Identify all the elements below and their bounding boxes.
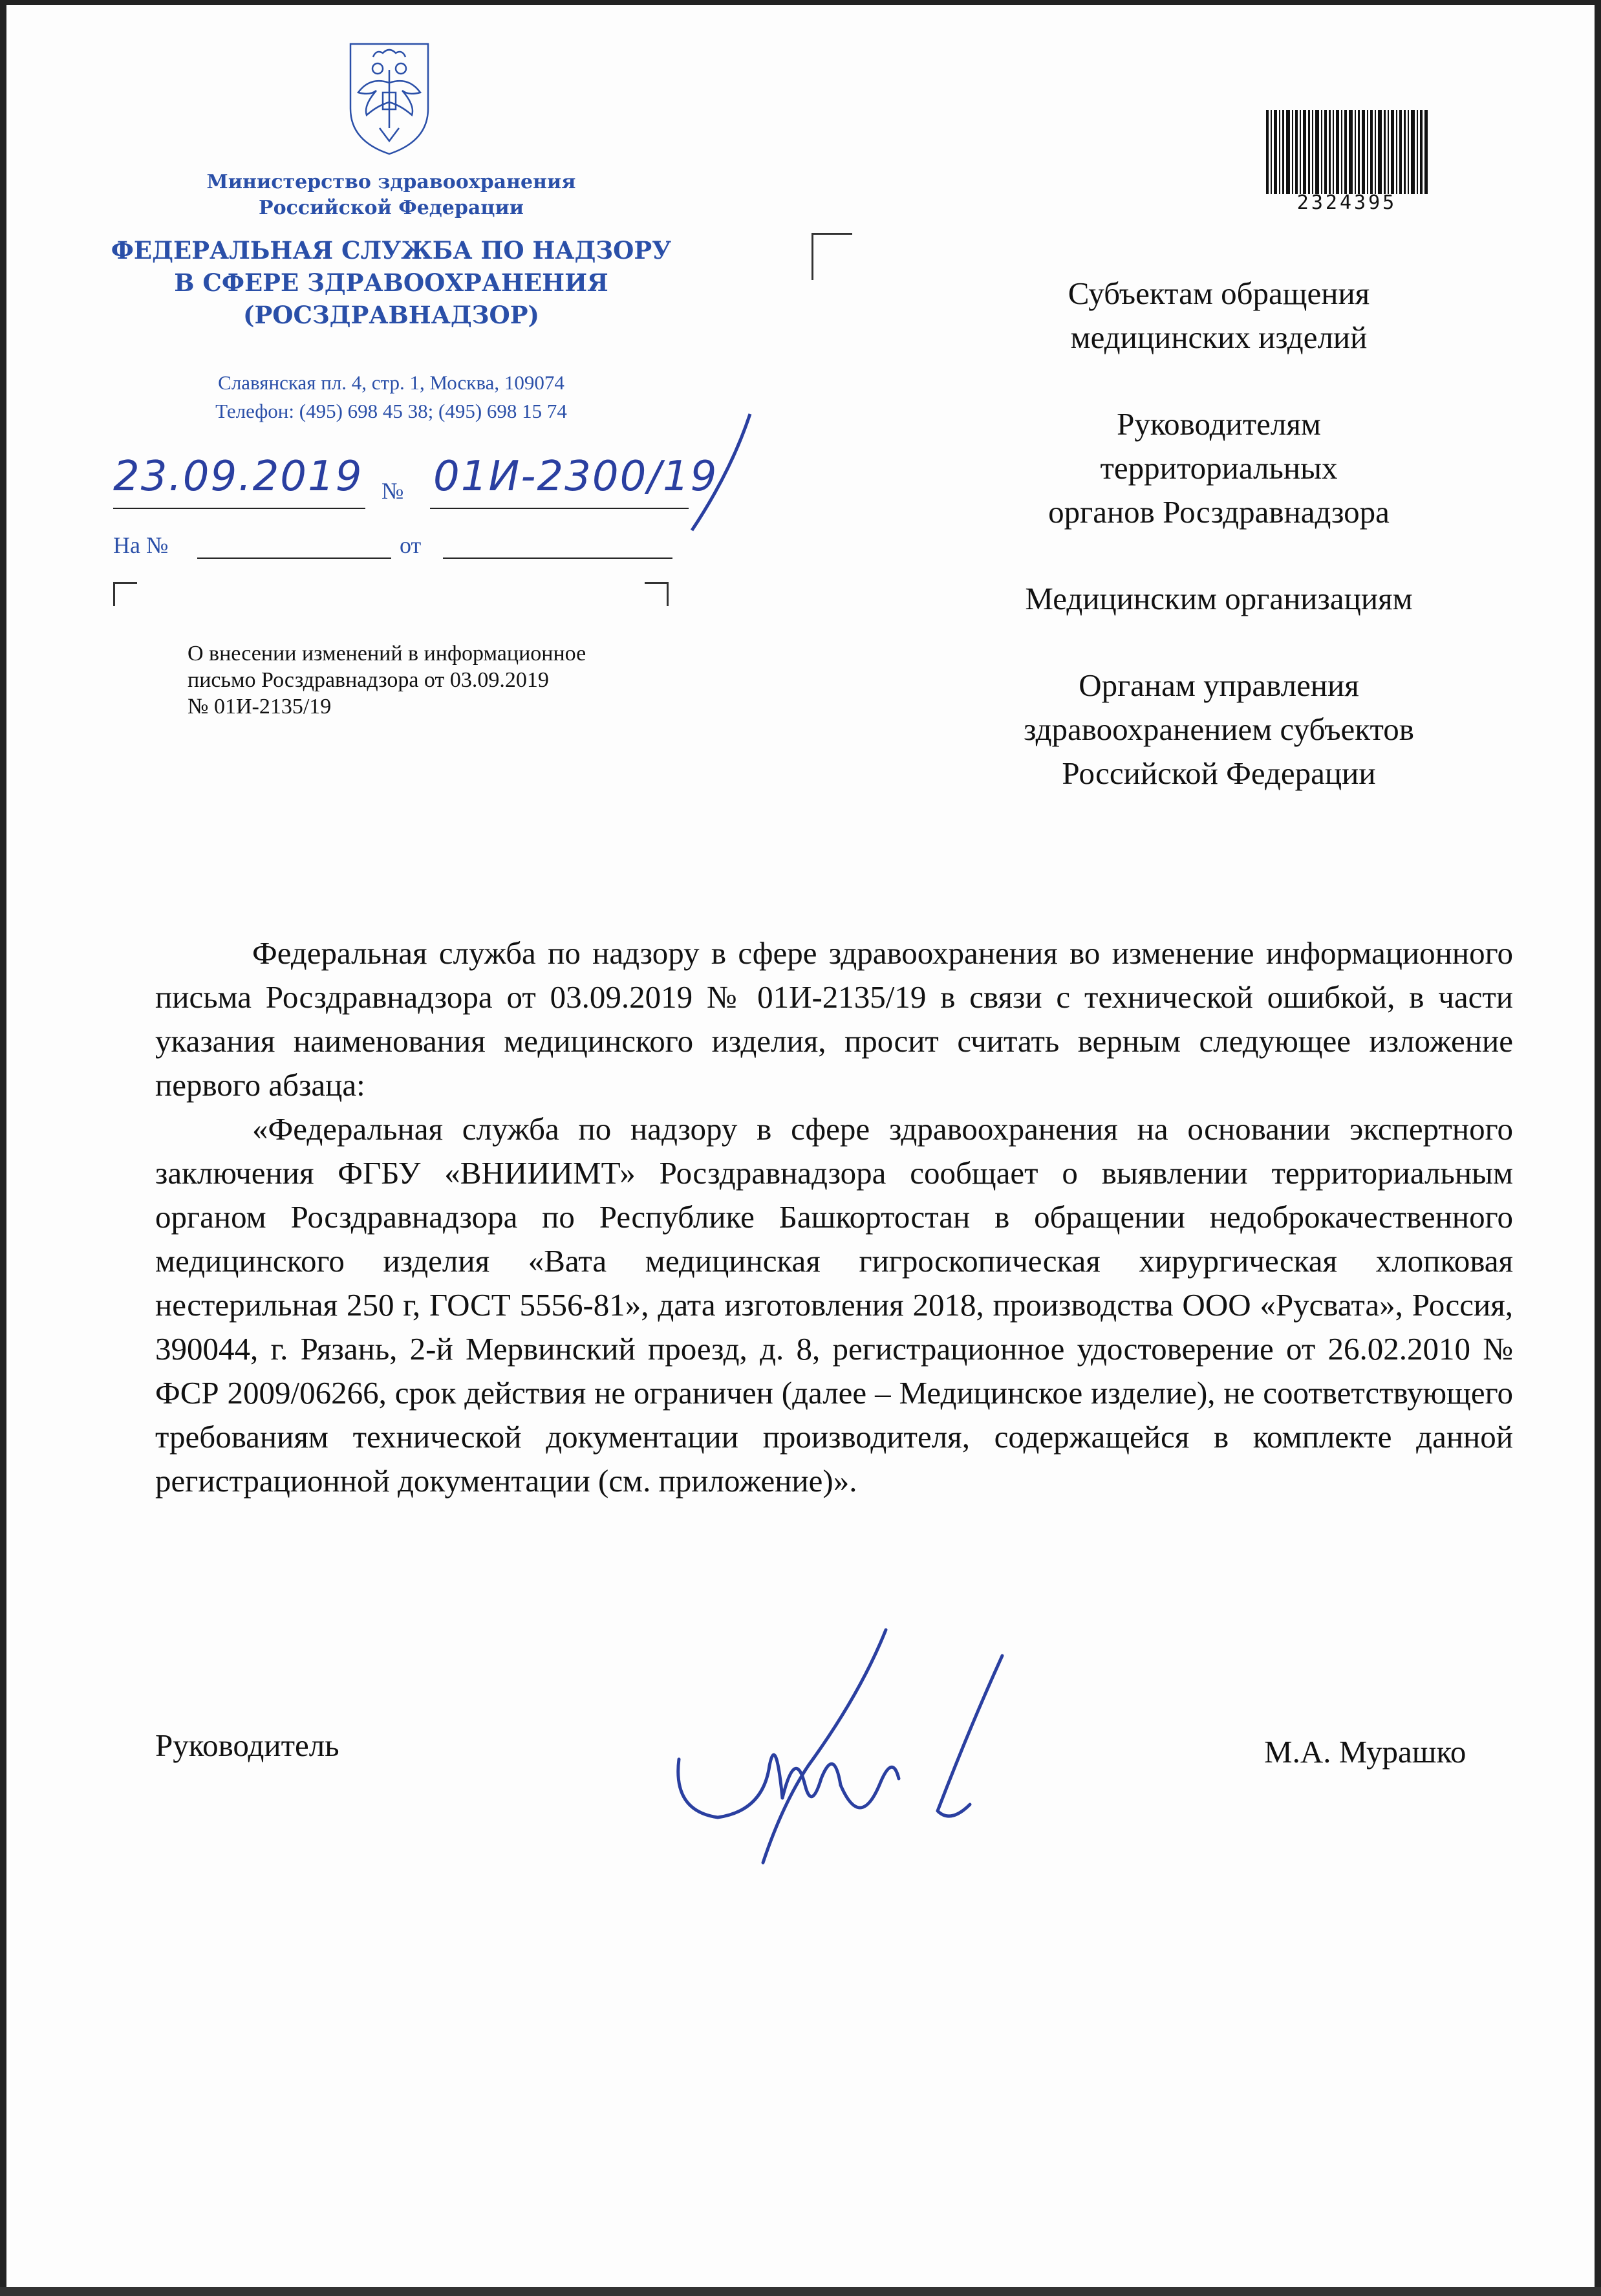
- ministry-line-2: Российской Федерации: [259, 197, 524, 219]
- from-underline[interactable]: [443, 558, 672, 559]
- date-underline: [113, 508, 365, 509]
- addressee-1-line-1: Субъектам обращения: [1068, 276, 1370, 311]
- scan-edge-bottom: [0, 2287, 1601, 2296]
- addressee-2-line-3: органов Росздравнадзора: [1048, 494, 1390, 530]
- addressee-3: [931, 577, 1507, 621]
- addressee-2-line-2: территориальных: [1100, 450, 1338, 486]
- addressee-4: [931, 664, 1507, 796]
- addressee-2-line-1: Руководителям: [1117, 406, 1321, 442]
- handwritten-number: 01И-2300/19: [433, 453, 718, 501]
- addressee-3-line-1: Медицинским организациям: [1025, 581, 1413, 616]
- addressee-4-line-1: Органам управления: [1079, 667, 1359, 703]
- from-label: от: [400, 532, 422, 558]
- signer-title: Руководитель: [155, 1727, 339, 1763]
- letter-subject: [188, 640, 705, 720]
- subject-line-2: письмо Росздравнадзора от 03.09.2019: [188, 668, 549, 692]
- addressee-2: [931, 402, 1507, 534]
- addressee-4-line-2: здравоохранением субъектов: [1024, 711, 1414, 747]
- phone-line: Телефон: (495) 698 45 38; (495) 698 15 74: [215, 400, 567, 422]
- agency-line-2: В СФЕРЕ ЗДРАВООХРАНЕНИЯ: [174, 268, 608, 297]
- agency-address: [129, 369, 653, 426]
- ref-underline[interactable]: [197, 558, 391, 559]
- scan-edge-left: [0, 0, 6, 2296]
- body-paragraph-1: Федеральная служба по надзору в сфере здравоохранения во изменение информационного письма Росздравнадзора от 03.09.2019 № 01И-2135/19 в связи с технической ошибкой, в части указания наименования медицинского изделия, просит считать верным следующее изложение первого абзаца:: [155, 935, 1513, 1103]
- ref-label: На №: [113, 532, 169, 558]
- addressee-bracket-left: [811, 233, 852, 280]
- barcode-number: 2324395: [1296, 191, 1397, 214]
- subject-line-1: О внесении изменений в информационное: [188, 642, 586, 666]
- double-headed-eagle-emblem-icon: [338, 31, 441, 160]
- addressee-4-line-3: Российской Федерации: [1062, 755, 1376, 791]
- barcode-icon: [1266, 110, 1428, 194]
- agency-line-3: (РОСЗДРАВНАДЗОР): [242, 301, 540, 329]
- body-paragraph-2: «Федеральная служба по надзору в сфере здравоохранения на основании экспертного заключения ФГБУ «ВНИИИМТ» Росздравнадзора сообщает о выявлении территориальным органом Росздравнадзора по Республике Башкортостан в обращении недоброкачественного медицинского изделия «Вата медицинская гигроскопическая хирургическая хлопковая нестерильная 250 г, ГОСТ 5556-81», дата изготовления 2018, производства ООО «Русвата», Россия, 390044, г. Рязань, 2-й Мервинский проезд, д. 8, регистрационное удостоверение от 26.02.2010 № ФСР 2009/06266, срок действия не ограничен (далее – Медицинское изделие), не соответствующего требованиям технической документации производителя, содержащейся в комплекте данной регистрационной документации (см. приложение)».: [155, 1111, 1513, 1499]
- subject-line-3: № 01И-2135/19: [188, 695, 332, 719]
- number-sign: №: [381, 478, 404, 504]
- ministry-line-1: Министерство здравоохранения: [206, 171, 576, 193]
- handwritten-signature-icon: [666, 1617, 1028, 1889]
- scan-edge-right: [1595, 0, 1601, 2296]
- subject-bracket-left: [113, 582, 137, 606]
- handwritten-date: 23.09.2019: [113, 453, 363, 501]
- address-line: Славянская пл. 4, стр. 1, Москва, 109074: [218, 371, 564, 394]
- addressee-1: [931, 272, 1507, 360]
- agency-line-1: ФЕДЕРАЛЬНАЯ СЛУЖБА ПО НАДЗОРУ: [111, 236, 672, 265]
- slash-stroke: [679, 407, 757, 537]
- scan-edge-top: [0, 0, 1601, 5]
- addressee-1-line-2: медицинских изделий: [1070, 319, 1368, 355]
- ministry-name: [142, 169, 640, 221]
- subject-bracket-right: [645, 582, 669, 606]
- agency-name: [103, 234, 679, 331]
- addressee-block: [931, 272, 1507, 838]
- number-underline: [430, 508, 689, 509]
- signer-name: М.А. Мурашко: [1264, 1734, 1467, 1770]
- letter-body: [155, 931, 1513, 1503]
